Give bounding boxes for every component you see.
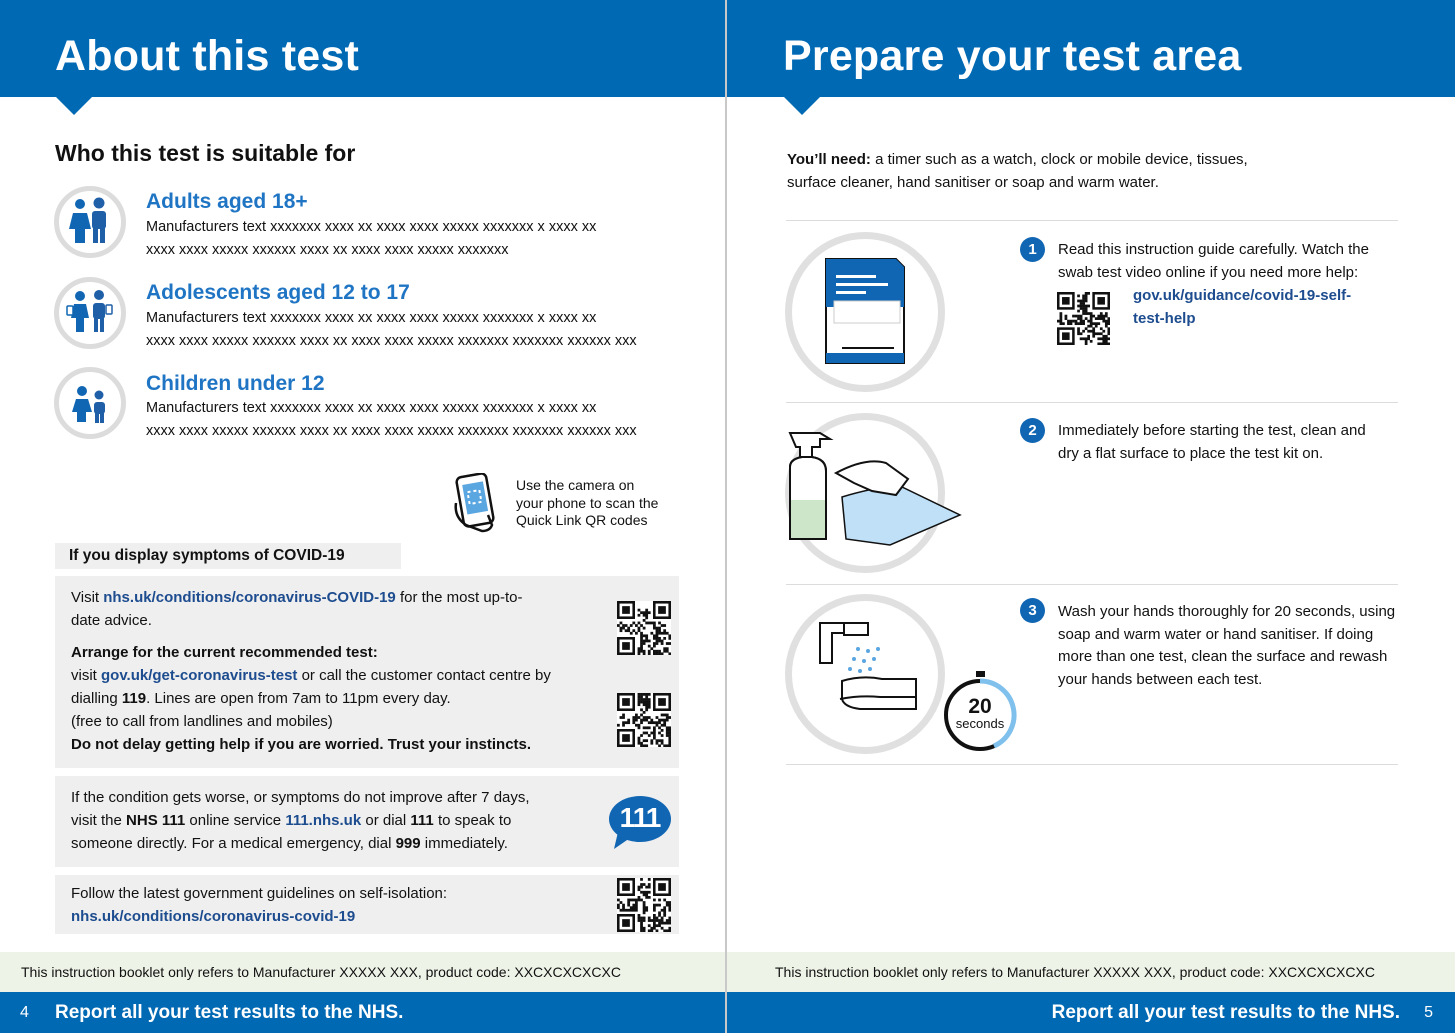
covid-conditions-link[interactable]: nhs.uk/conditions/coronavirus-COVID-19: [103, 589, 396, 606]
right-footer-message: Report all your test results to the NHS.: [1051, 1002, 1400, 1023]
step-number-3: 3: [1020, 598, 1045, 623]
nhs111-l3a: someone directly. For a medical emergency, dial: [71, 835, 396, 852]
step-3-text: [1058, 601, 1395, 691]
group-text-children-2: xxxx xxxx xxxxx xxxxxx xxxx xx xxxx xxxx xxxxx xxxxxxx xxxxxxx xxxxxx xxx: [146, 423, 637, 439]
step-number-2: 2: [1020, 418, 1045, 443]
spray-bottle-cloth-icon: [780, 425, 970, 550]
divider: [786, 764, 1398, 765]
left-footer-bar: [0, 992, 727, 1033]
swab-video-link-line-2[interactable]: test-help: [1133, 310, 1196, 327]
step-3-line-3: more than one test, clean the surface and rewash: [1058, 648, 1388, 665]
adults-icon: [54, 186, 126, 258]
nhs111-l2a: visit the: [71, 812, 127, 829]
arrange-pre: visit: [71, 667, 101, 684]
suitable-section-title: Who this test is suitable for: [55, 140, 356, 166]
phone-scan-icon: [452, 473, 506, 533]
step-2-line-2: dry a flat surface to place the test kit on.: [1058, 444, 1324, 462]
nhs111-line-1: If the condition gets worse, or symptoms do not improve after 7 days,: [71, 789, 530, 806]
left-footer-message: Report all your test results to the NHS.: [55, 1002, 404, 1023]
page-spine: [725, 0, 727, 1033]
group-heading-children: Children under 12: [146, 372, 325, 395]
step-2-text: [1058, 420, 1366, 465]
phone-tip-line-3: Quick Link QR codes: [516, 512, 648, 528]
group-heading-adults: Adults aged 18+: [146, 190, 308, 213]
free-call-note: (free to call from landlines and mobiles): [71, 713, 333, 730]
right-footer-note: This instruction booklet only refers to Manufacturer XXXXX XXX, product code: XXCXCXCXCXC: [727, 952, 1455, 992]
visit-advice-text: [71, 586, 591, 632]
visit-post: for the most up-to-: [395, 589, 523, 606]
arrange-title: Arrange for the current recommended test:: [71, 644, 378, 661]
self-isolation-text: [71, 883, 447, 928]
timer-icon: [943, 671, 1021, 753]
left-page: [0, 0, 727, 1033]
nhs-111-speech-icon: [608, 794, 672, 850]
qr-code-self-isolation: [617, 878, 671, 932]
group-text-adolescents-2: xxxx xxxx xxxxx xxxxxx xxxx xx xxxx xxxx xxxxx xxxxxxx xxxxxxx xxxxxx xxx: [146, 333, 637, 349]
qr-code-covid-advice: [617, 601, 671, 655]
nhs111-l2c: online service: [185, 812, 286, 829]
group-text-adolescents-1: Manufacturers text xxxxxxx xxxx xx xxxx xxxx xxxxx xxxxxxx x xxxx xx: [146, 310, 597, 326]
you-will-need-line-1: a timer such as a watch, clock or mobile device, tissues,: [870, 151, 1248, 168]
step-3-line-2: soap and warm water or hand sanitiser. If doing: [1058, 625, 1374, 643]
left-page-number: 4: [20, 1004, 29, 1021]
self-isolation-box: [55, 875, 679, 934]
swab-video-link[interactable]: [1133, 284, 1351, 330]
instruction-guide-illustration: [785, 232, 945, 392]
nhs111-link[interactable]: 111.nhs.uk: [285, 812, 362, 829]
phone-tip-line-2: your phone to scan the: [516, 494, 659, 511]
arrange-post: or call the customer contact centre by: [297, 667, 551, 684]
divider: [786, 584, 1398, 585]
step-1-line-2: swab test video online if you need more help:: [1058, 263, 1359, 281]
get-test-link[interactable]: gov.uk/get-coronavirus-test: [101, 667, 298, 684]
children-icon: [54, 367, 126, 439]
group-text-children-1: Manufacturers text xxxxxxx xxxx xx xxxx xxxx xxxxx xxxxxxx x xxxx xx: [146, 400, 597, 416]
symptoms-tab: If you display symptoms of COVID-19: [55, 543, 401, 569]
step-2-line-1: Immediately before starting the test, clean and: [1058, 422, 1366, 439]
you-will-need-text: [787, 148, 1307, 194]
right-footer-bar: [727, 992, 1455, 1033]
group-text-adults-1: Manufacturers text xxxxxxx xxxx xx xxxx xxxx xxxxx xxxxxxx x xxxx xx: [146, 219, 597, 235]
nhs111-l3c: immediately.: [420, 835, 508, 852]
wash-hands-illustration: [785, 594, 945, 754]
nhs111-l2g: to speak to: [433, 812, 512, 829]
qr-code-swab-video: [1057, 292, 1110, 345]
right-page-number: 5: [1424, 1004, 1433, 1021]
step-1-line-1: Read this instruction guide carefully. Watch the: [1058, 241, 1369, 258]
right-page-title: Prepare your test area: [783, 32, 1242, 80]
nhs111-l2e: or dial: [361, 812, 411, 829]
divider: [786, 220, 1398, 221]
step-number-1: 1: [1020, 237, 1045, 262]
symptoms-advice-box: [55, 576, 679, 768]
timer-value: 20: [968, 695, 992, 718]
phone-tip-line-1: Use the camera on: [516, 477, 635, 493]
nhs111-service-name: NHS 111: [126, 812, 186, 829]
self-isolation-line: Follow the latest government guidelines on self-isolation:: [71, 885, 448, 902]
group-heading-adolescents: Adolescents aged 12 to 17: [146, 281, 410, 304]
visit-line-2: date advice.: [71, 612, 152, 629]
step-3-line-1: Wash your hands thoroughly for 20 seconds, using: [1058, 603, 1396, 620]
emergency-number: 999: [395, 835, 421, 852]
left-header: [0, 0, 727, 97]
arrange-test-text: [71, 641, 611, 756]
header-notch: [56, 97, 92, 115]
self-isolation-link[interactable]: nhs.uk/conditions/coronavirus-covid-19: [71, 907, 356, 925]
nhs111-dial-number: 111: [410, 812, 434, 829]
you-will-need-label: You’ll need:: [787, 151, 871, 168]
phone-tip-text: [516, 477, 658, 530]
right-header: [727, 0, 1455, 97]
you-will-need-line-2: surface cleaner, hand sanitiser or soap and warm water.: [787, 174, 1159, 191]
nhs-111-text: [71, 786, 611, 855]
nhs-111-badge-text: 111: [619, 802, 661, 833]
dial-pre: dialling: [71, 690, 122, 707]
swab-video-link-line-1[interactable]: gov.uk/guidance/covid-19-self-: [1133, 287, 1352, 304]
visit-pre: Visit: [71, 589, 104, 606]
left-footer-note: This instruction booklet only refers to Manufacturer XXXXX XXX, product code: XXCXCXCXCXC: [0, 952, 727, 992]
do-not-delay-warning: Do not delay getting help if you are worried. Trust your instincts.: [71, 736, 532, 753]
dial-post: . Lines are open from 7am to 11pm every day.: [146, 690, 451, 707]
adolescents-icon: [54, 277, 126, 349]
timer-unit: seconds: [955, 716, 1005, 731]
step-3-line-4: your hands between each test.: [1058, 670, 1263, 688]
nhs-111-box: [55, 776, 679, 867]
dial-number: 119: [121, 690, 147, 707]
header-notch: [784, 97, 820, 115]
divider: [786, 402, 1398, 403]
qr-code-get-test: [617, 693, 671, 747]
step-1-text: [1058, 239, 1369, 284]
left-page-title: About this test: [55, 32, 359, 80]
group-text-adults-2: xxxx xxxx xxxxx xxxxxx xxxx xx xxxx xxxx xxxxx xxxxxxx: [146, 242, 509, 258]
